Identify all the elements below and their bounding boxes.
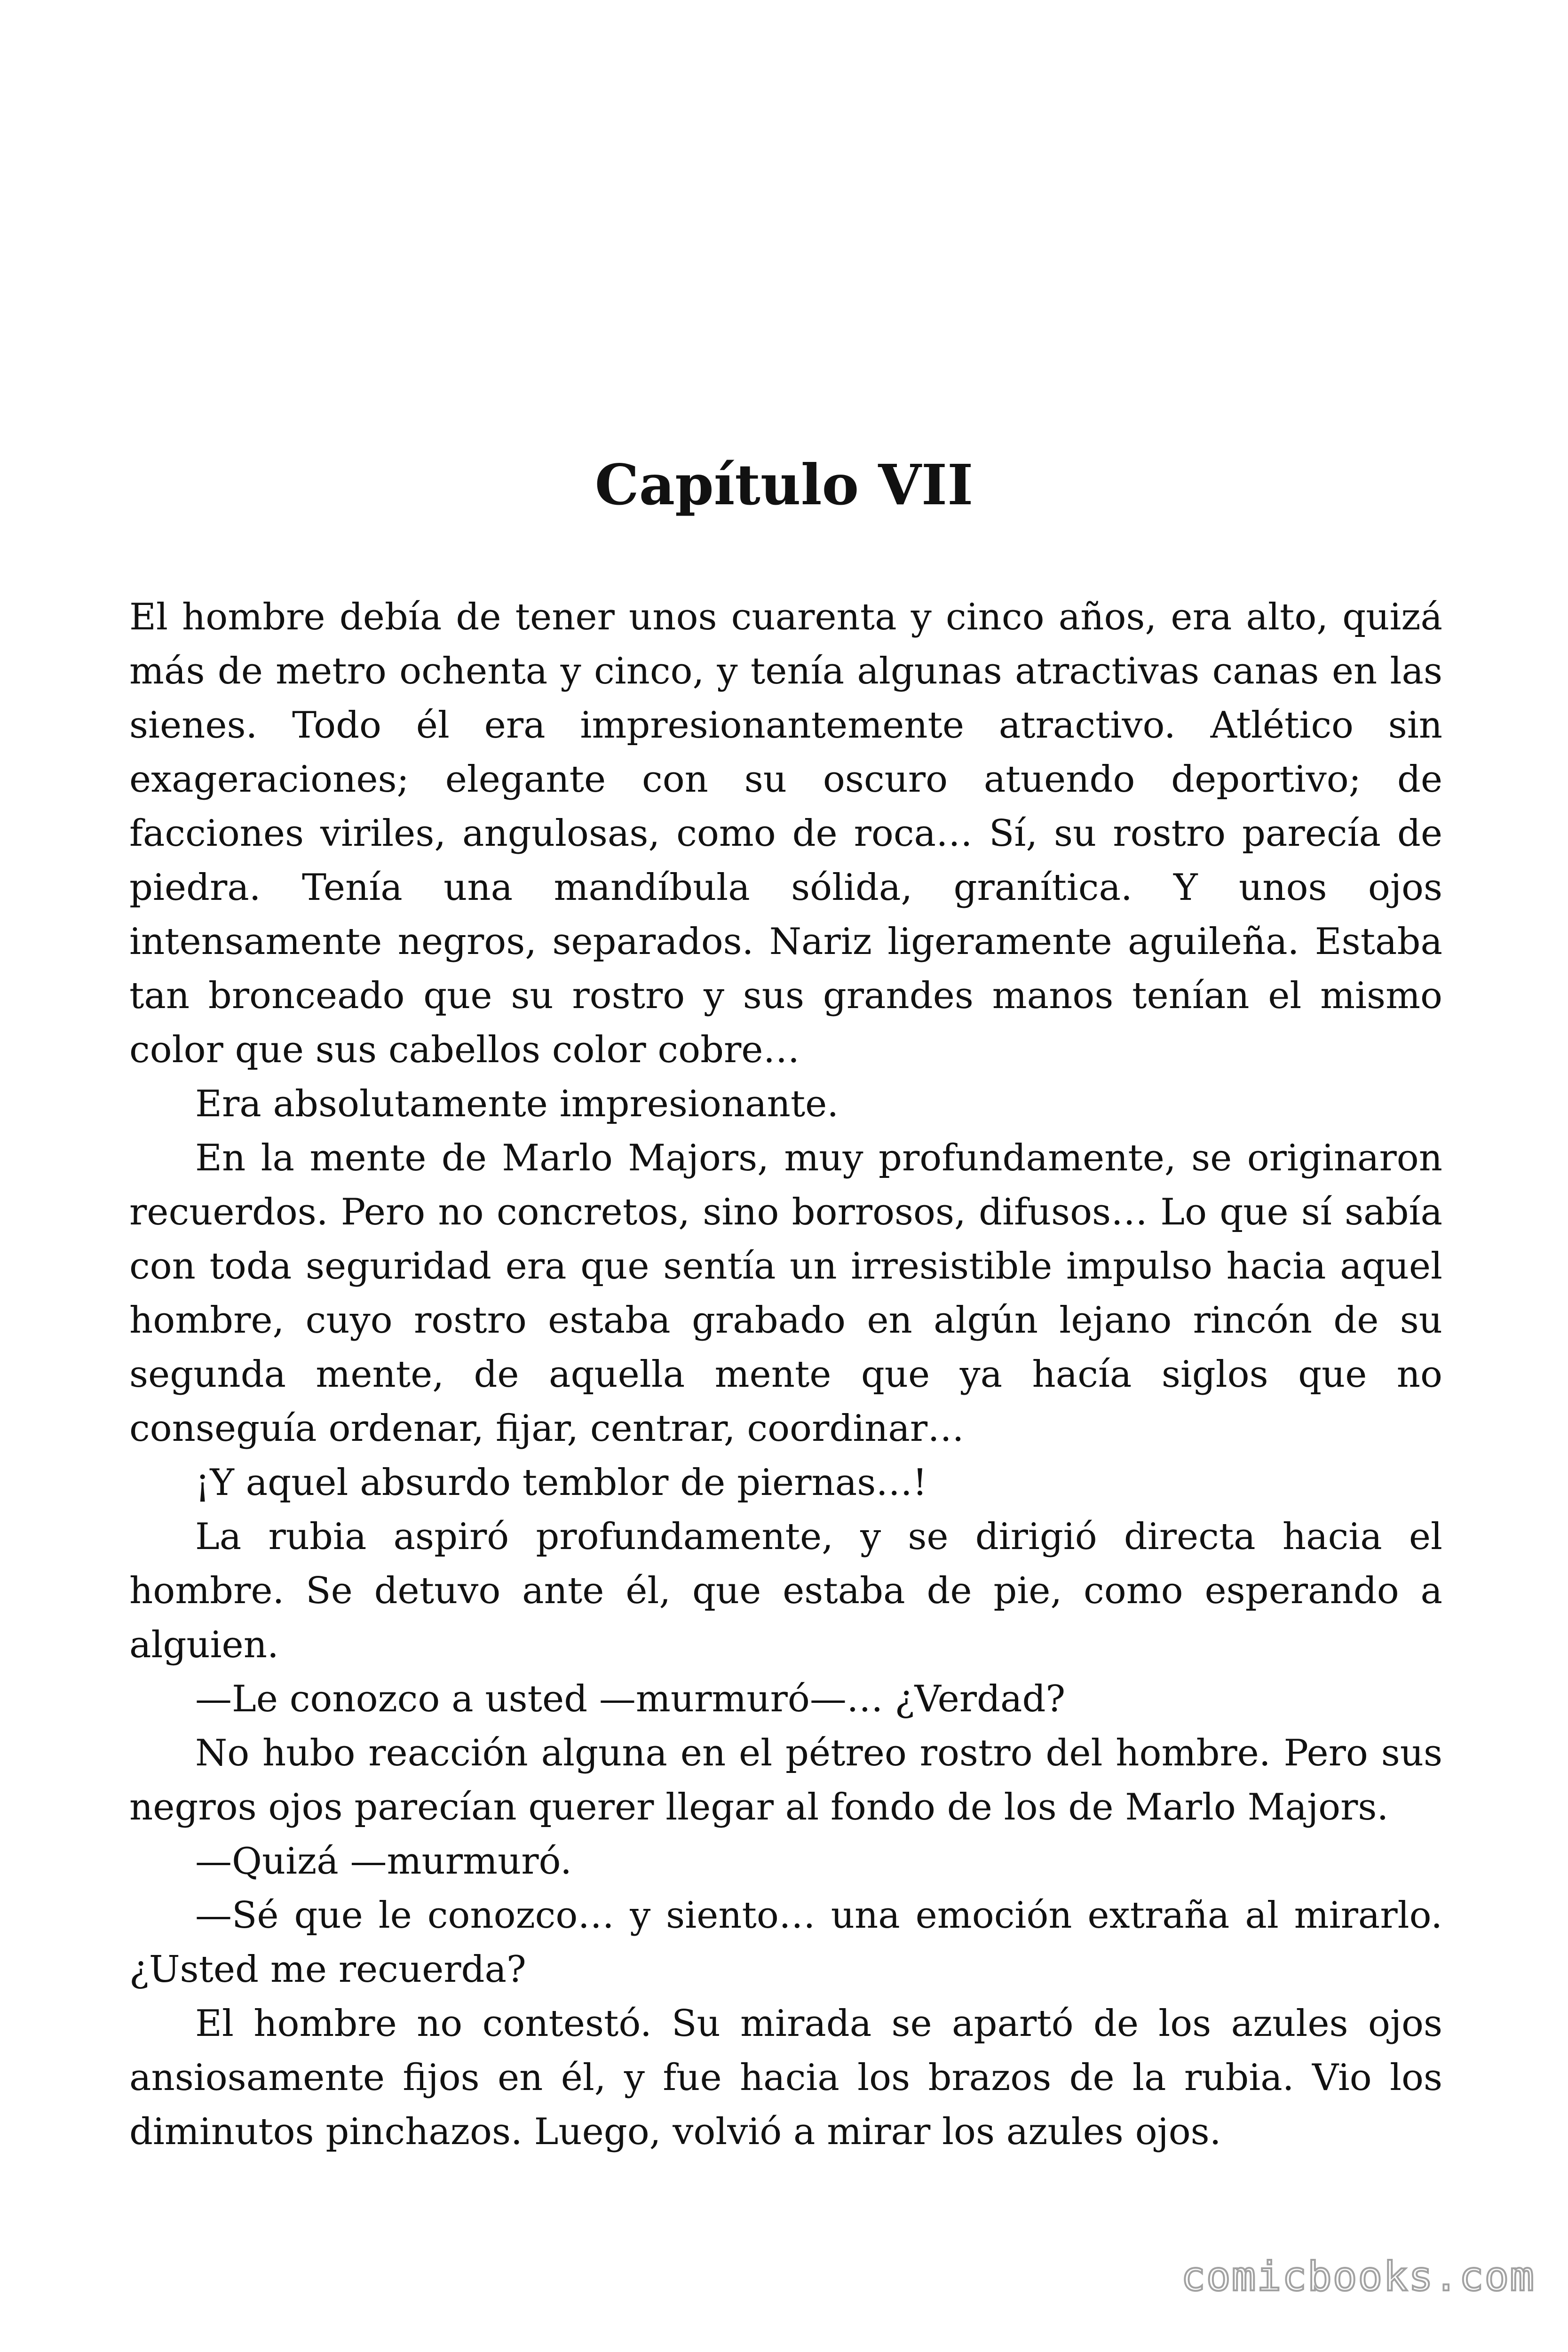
paragraph: ¡Y aquel absurdo temblor de piernas…! (195, 1462, 927, 1504)
paragraph: En la mente de Marlo Majors, muy profundamente, se originaron recuerdos. Pero no concretos, sino borrosos, difusos… Lo que sí sabía con toda seguridad era que sentía un irresistible impulso hacia aquel hombre, cuyo rostro estaba grabado en algún lejano rincón de su segunda mente, de aquella mente que ya hacía siglos que no conseguía ordenar, fijar, centrar, coordinar… (129, 1137, 1442, 1450)
watermark: comicbooks.com (1181, 2253, 1535, 2300)
paragraph: El hombre debía de tener unos cuarenta y cinco años, era alto, quizá más de metro ochenta y cinco, y tenía algunas atractivas canas en las sienes. Todo él era impresionantemente atractivo. Atlético sin exageraciones; elegante con su oscuro atuendo deportivo; de facciones viriles, angulosas, como de roca… Sí, su rostro parecía de piedra. Tenía una mandíbula sólida, granítica. Y unos ojos intensamente negros, separados. Nariz ligeramente aguileña. Estaba tan bronceado que su rostro y sus grandes manos tenían el mismo color que sus cabellos color cobre… (129, 596, 1442, 1071)
paragraph: La rubia aspiró profundamente, y se dirigió directa hacia el hombre. Se detuvo ante él, que estaba de pie, como esperando a alguien. (129, 1516, 1442, 1666)
paragraph: Era absolutamente impresionante. (195, 1083, 839, 1125)
paragraph: —Sé que le conozco… y siento… una emoción extraña al mirarlo. ¿Usted me recuerda? (129, 1894, 1442, 1991)
chapter-title: Capítulo VII (594, 452, 974, 517)
paragraph: —Le conozco a usted —murmuró—… ¿Verdad? (195, 1678, 1066, 1720)
paragraph: El hombre no contestó. Su mirada se apartó de los azules ojos ansiosamente fijos en él, y fue hacia los brazos de la rubia. Vio los diminutos pinchazos. Luego, volvió a mirar los azules ojos. (129, 2002, 1442, 2153)
chapter-body (129, 590, 1442, 2159)
paragraph: —Quizá —murmuró. (195, 1840, 572, 1883)
paragraph: No hubo reacción alguna en el pétreo rostro del hombre. Pero sus negros ojos parecían querer llegar al fondo de los de Marlo Majors. (129, 1732, 1442, 1828)
